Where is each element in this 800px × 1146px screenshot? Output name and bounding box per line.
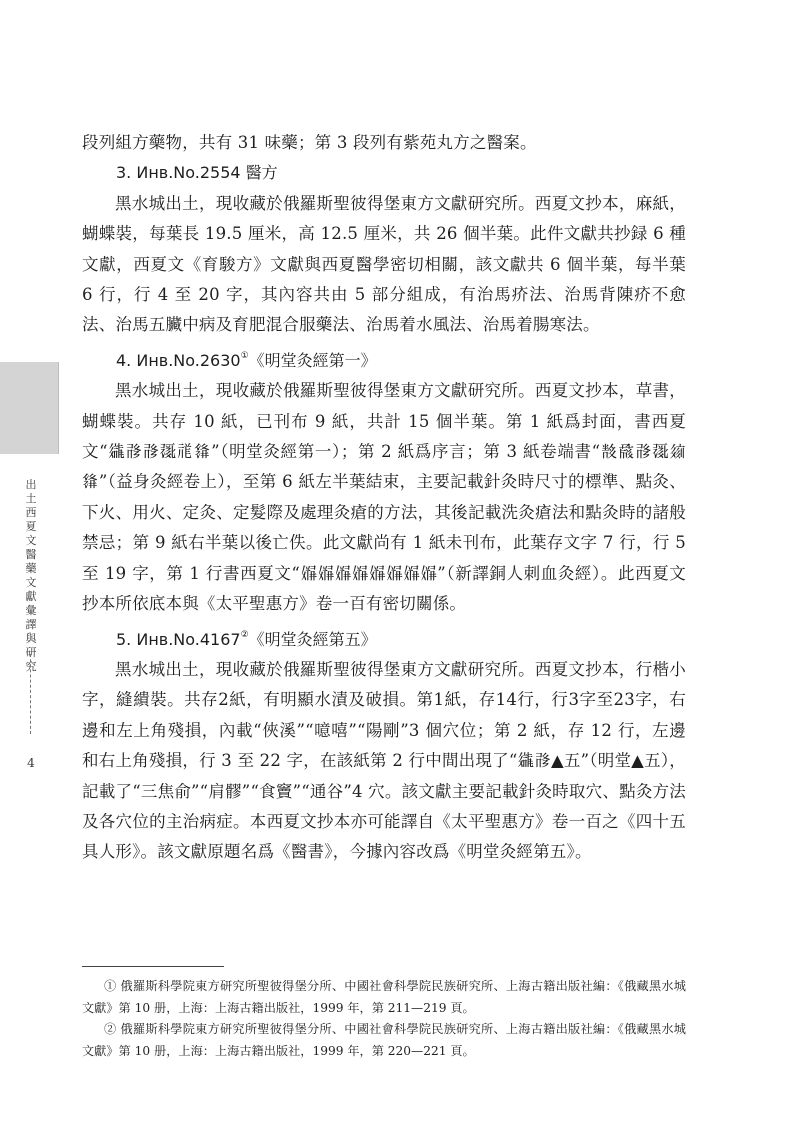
title-char: 出	[25, 478, 37, 491]
title-char: 獻	[25, 590, 37, 603]
heading-number: 5. Инв.No.4167	[116, 629, 241, 649]
title-char: 彙	[25, 604, 37, 617]
footnote: ① 俄羅斯科學院東方研究所聖彼得堡分所、中國社會科學院民族研究所、上海古籍出版社編：《俄藏黑水城文獻》第 10 册，上海：上海古籍出版社，1999 年，第 211—219 頁。	[82, 979, 686, 1015]
title-char: 研	[25, 646, 37, 659]
heading-title: 醫方	[245, 163, 278, 183]
page-number: 4	[27, 756, 35, 770]
title-char: 西	[25, 506, 37, 519]
footnote: ② 俄羅斯科學院東方研究所聖彼得堡分所、中國社會科學院民族研究所、上海古籍出版社編：《俄藏黑水城文獻》第 10 册，上海：上海古籍出版社，1999 年，第 220—221 頁。	[82, 1022, 686, 1058]
main-text	[82, 128, 686, 868]
heading-title: 《明堂灸經第一》	[248, 350, 377, 370]
paragraph: 黑水城出土，現收藏於俄羅斯聖彼得堡東方文獻研究所。西夏文抄本，麻紙，蝴蝶裝，每葉長 19.5 厘米，高 12.5 厘米，共 26 個半葉。此件文獻共抄録 6 種文獻，西夏文《育駿方》文獻與西夏醫學密切相關，該文獻共 6 個半葉，每半葉 6 行，行 4 至 20 字，其內容共由 5 部分組成，有治馬疥法、治馬背陳疥不愈法、治馬五臟中病及育肥混合服藥法、治馬着水風法、治馬着腸寒法。	[82, 193, 686, 335]
title-char: 夏	[25, 520, 37, 533]
side-dashed-line	[30, 654, 32, 734]
heading-number: 4. Инв.No.2630	[116, 350, 241, 370]
title-char: 譯	[25, 618, 37, 631]
running-book-title	[22, 478, 40, 674]
footnote-ref[interactable]: ①	[240, 350, 249, 361]
paragraph: 黑水城出土，現收藏於俄羅斯聖彼得堡東方文獻研究所。西夏文抄本，草書，蝴蝶裝。共存 10 紙，已刊布 9 紙，共計 15 個半葉。第 1 紙爲封面，書西夏文“𗪘𗰔𗰔𗖰𗙏𗌭”（明堂灸經第一）；第 2 紙爲序言；第 3 紙卷端書“𘕕𗱽𗰔𗖰𗦻𗌭”（益身灸經卷上），至第 6 紙左半葉結束，主要記載針灸時尺寸的標準、點灸、下火、用火、定灸、定髮際及處理灸瘡的方法，其後記載洗灸瘡法和點灸時的諸般禁忌；第 9 紙右半葉以後亡佚。此文獻尚有 1 紙未刊布，此葉存文字 7 行，行 5 至 19 字，第 1 行書西夏文“𗏵𗏵𗏵𗏵𗏵𗏵𗏵𗏵”（新譯銅人刺血灸經）。此西夏文抄本所依底本與《太平聖惠方》卷一百有密切關係。	[82, 381, 686, 614]
side-divider	[58, 362, 59, 454]
title-char: 文	[25, 576, 37, 589]
title-char: 與	[25, 632, 37, 645]
footnote-ref[interactable]: ②	[240, 629, 249, 640]
section-heading	[82, 620, 686, 655]
footnote-divider	[82, 966, 224, 967]
heading-title: 《明堂灸經第五》	[248, 629, 377, 649]
title-char: 醫	[25, 548, 37, 561]
heading-number: 3. Инв.No.2554	[116, 163, 241, 183]
footnotes	[82, 976, 686, 1062]
side-tab	[0, 362, 58, 454]
section-heading	[82, 158, 686, 188]
title-char: 究	[25, 660, 37, 673]
section-heading	[82, 341, 686, 376]
title-char: 藥	[25, 562, 37, 575]
paragraph: 段列組方藥物，共有 31 味藥；第 3 段列有紫苑丸方之醫案。	[82, 133, 537, 152]
title-char: 文	[25, 534, 37, 547]
title-char: 土	[25, 492, 37, 505]
paragraph: 黑水城出土，現收藏於俄羅斯聖彼得堡東方文獻研究所。西夏文抄本，行楷小字，縫繢裝。共存2紙，有明顯水漬及破損。第1紙，存14行，行3字至23字，右邊和左上角殘損，內載“俠溪”“噫嘻”“陽剛”3 個穴位；第 2 紙，存 12 行，左邊和右上角殘損，行 3 至 22 字，在該紙第 2 行中間出現了“𗪘𗰔▲五”（明堂▲五），記載了“三焦俞”“肩髎”“食竇”“通谷”4 穴。該文獻主要記載針灸時取穴、點灸方法及各穴位的主治病症。本西夏文抄本亦可能譯自《太平聖惠方》卷一百之《四十五具人形》。該文獻原題名爲《醫書》，今據內容改爲《明堂灸經第五》。	[82, 659, 686, 862]
